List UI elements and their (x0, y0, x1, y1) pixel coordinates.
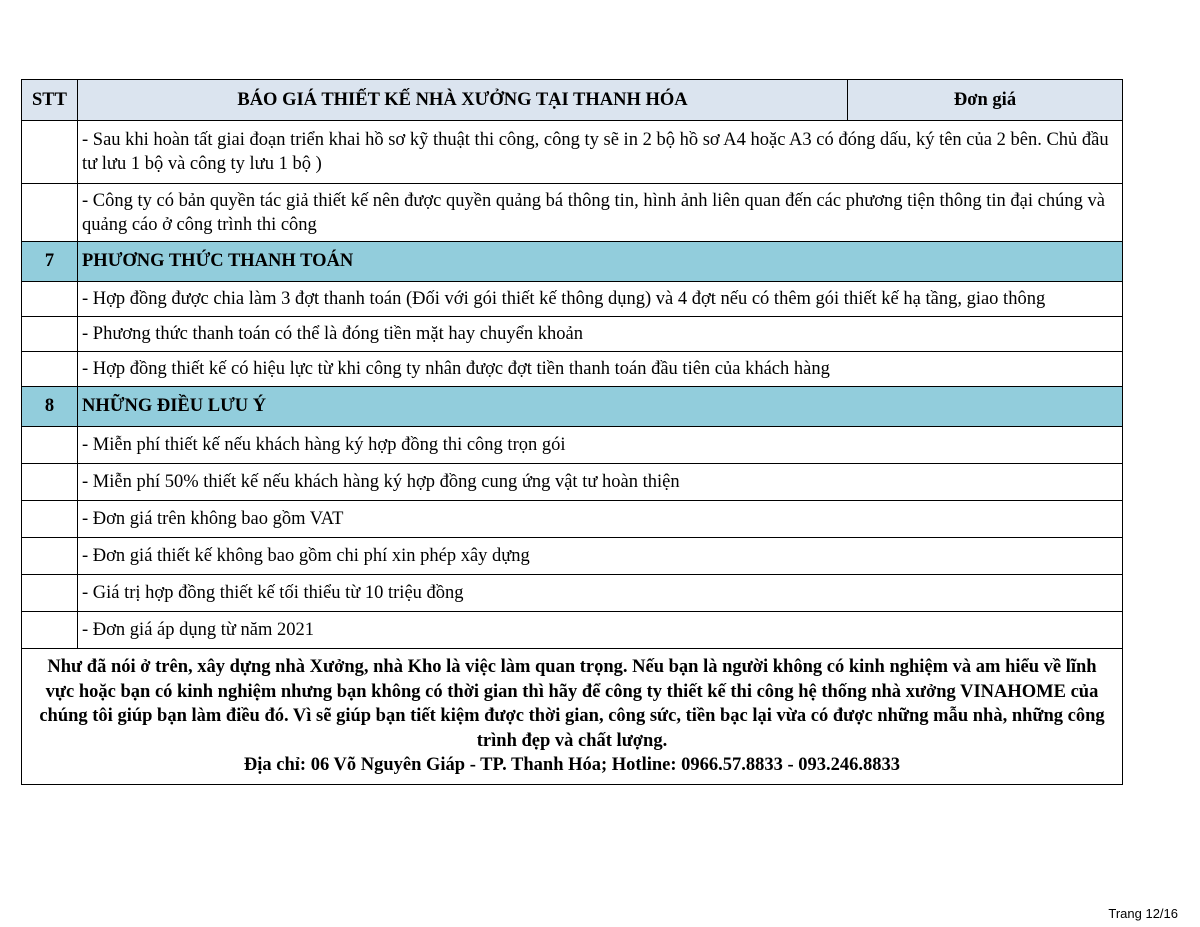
stt-cell (22, 427, 78, 464)
footer-row (22, 649, 1123, 785)
table-row (22, 121, 1123, 184)
table-row (22, 317, 1123, 352)
quote-table (21, 79, 1123, 785)
stt-cell (22, 352, 78, 387)
stt-cell (22, 612, 78, 649)
stt-cell (22, 282, 78, 317)
row-text: - Công ty có bản quyền tác giả thiết kế nên được quyền quảng bá thông tin, hình ảnh liên quan đến các phương tiện thông tin đại chúng và quảng cáo ở công trình thi công (78, 184, 1123, 242)
table-row (22, 427, 1123, 464)
header-stt: STT (22, 80, 78, 121)
row-text: - Hợp đồng được chia làm 3 đợt thanh toán (Đối với gói thiết kế thông dụng) và 4 đợt nếu có thêm gói thiết kế hạ tầng, giao thông (78, 282, 1123, 317)
row-text: - Đơn giá trên không bao gồm VAT (78, 501, 1123, 538)
row-text: - Sau khi hoàn tất giai đoạn triển khai hồ sơ kỹ thuật thi công, công ty sẽ in 2 bộ hồ sơ A4 hoặc A3 có đóng dấu, ký tên của 2 bên. Chủ đầu tư lưu 1 bộ và công ty lưu 1 bộ ) (78, 121, 1123, 184)
section-row-7 (22, 242, 1123, 282)
footer-contact: Địa chỉ: 06 Võ Nguyên Giáp - TP. Thanh Hóa; Hotline: 0966.57.8833 - 093.246.8833 (243, 755, 901, 775)
row-text: - Đơn giá áp dụng từ năm 2021 (78, 612, 1123, 649)
row-text: - Miễn phí 50% thiết kế nếu khách hàng ký hợp đồng cung ứng vật tư hoàn thiện (78, 464, 1123, 501)
stt-cell (22, 575, 78, 612)
stt-cell (22, 464, 78, 501)
stt-cell (22, 184, 78, 242)
section-row-8 (22, 387, 1123, 427)
table-header (22, 80, 1123, 121)
section-title: NHỮNG ĐIỀU LƯU Ý (78, 387, 1123, 427)
table-row (22, 612, 1123, 649)
row-text: - Phương thức thanh toán có thể là đóng tiền mặt hay chuyển khoản (78, 317, 1123, 352)
header-title: BÁO GIÁ THIẾT KẾ NHÀ XƯỞNG TẠI THANH HÓA (78, 80, 848, 121)
stt-cell (22, 317, 78, 352)
footer-paragraph: Như đã nói ở trên, xây dựng nhà Xưởng, nhà Kho là việc làm quan trọng. Nếu bạn là người không có kinh nghiệm và am hiểu về lĩnh vực hoặc bạn có kinh nghiệm nhưng bạn không có thời gian thì hãy để công ty thiết kế thi công hệ thống nhà xưởng VINAHOME của chúng tôi giúp bạn làm điều đó. Vì sẽ giúp bạn tiết kiệm được thời gian, công sức, tiền bạc lại vừa có được những mẫu nhà, những công trình đẹp và chất lượng. (39, 657, 1105, 751)
table-row (22, 464, 1123, 501)
section-number: 7 (22, 242, 78, 282)
stt-cell (22, 501, 78, 538)
page-number: Trang 12/16 (1108, 906, 1178, 921)
table-row (22, 538, 1123, 575)
table-row (22, 282, 1123, 317)
table-row (22, 184, 1123, 242)
footer-cell (22, 649, 1123, 785)
stt-cell (22, 538, 78, 575)
stt-cell (22, 121, 78, 184)
row-text: - Hợp đồng thiết kế có hiệu lực từ khi công ty nhân được đợt tiền thanh toán đầu tiên của khách hàng (78, 352, 1123, 387)
section-title: PHƯƠNG THỨC THANH TOÁN (78, 242, 1123, 282)
row-text: - Miễn phí thiết kế nếu khách hàng ký hợp đồng thi công trọn gói (78, 427, 1123, 464)
section-number: 8 (22, 387, 78, 427)
table-row (22, 352, 1123, 387)
table-row (22, 575, 1123, 612)
row-text: - Giá trị hợp đồng thiết kế tối thiểu từ 10 triệu đồng (78, 575, 1123, 612)
table-row (22, 501, 1123, 538)
row-text: - Đơn giá thiết kế không bao gồm chi phí xin phép xây dựng (78, 538, 1123, 575)
header-price: Đơn giá (848, 80, 1123, 121)
